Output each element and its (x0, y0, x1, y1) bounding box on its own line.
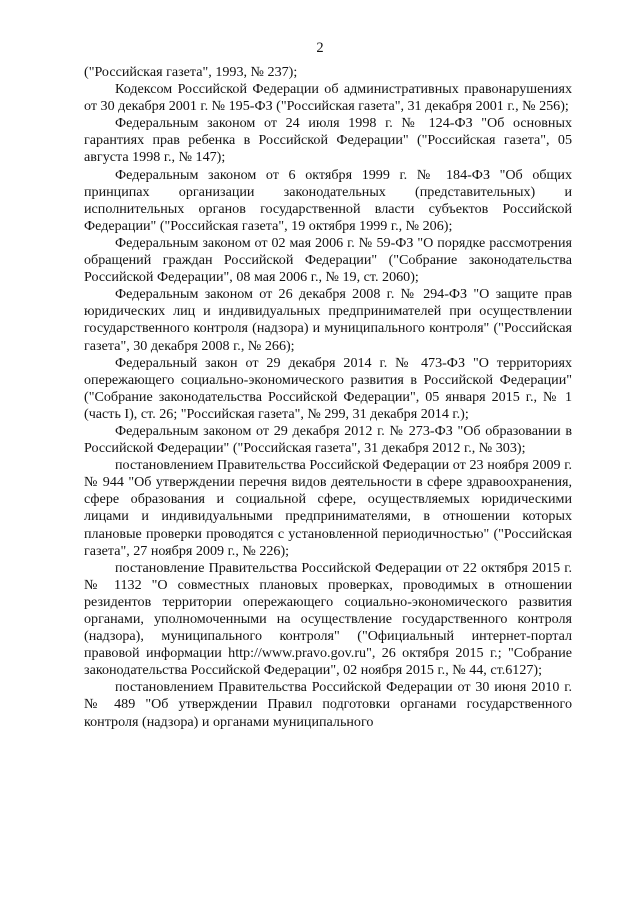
paragraph-continuation: ("Российская газета", 1993, № 237); (84, 64, 298, 80)
paragraph-law-59: Федеральным законом от 02 мая 2006 г. № 59-ФЗ "О порядке рассмотрения обращений граждан Российской Федерации" ("Собрание законодательства Российской Федерации", 08 мая 2006 г., № 19, ст. 2060); (84, 234, 572, 286)
paragraph-law-273: Федеральным законом от 29 декабря 2012 г. № 273-ФЗ "Об образовании в Российской Федерации" ("Российская газета", 31 декабря 2012 г., № 303); (84, 422, 572, 457)
paragraph-law-294: Федеральным законом от 26 декабря 2008 г. № 294-ФЗ "О защите прав юридических лиц и индивидуальных предпринимателей при осуществлении государственного контроля (надзора) и муниципального контроля" ("Российская газета", 30 декабря 2008 г., № 266); (84, 286, 572, 354)
paragraph-law-473: Федеральный закон от 29 декабря 2014 г. № 473-ФЗ "О территориях опережающего социально-экономического развития в Российской Федерации" ("Собрание законодательства Российской Федерации", 05 января 2015 г., № 1 (часть I), ст. 26; "Российская газета", № 299, 31 декабря 2014 г.); (84, 354, 572, 422)
page-number: 2 (316, 40, 324, 56)
paragraph-resolution-489: постановлением Правительства Российской Федерации от 30 июня 2010 г. № 489 "Об утверждении Правил подготовки органами государственного контроля (надзора) и органами муниципального (84, 679, 572, 730)
paragraph-resolution-1132: постановление Правительства Российской Федерации от 22 октября 2015 г. № 1132 "О совместных плановых проверках, проводимых в отношении резидентов территории опережающего социально-экономического развития органами, уполномоченными на осуществление государственного контроля (надзора), муниципального контроля" ("Официальный интернет-портал правовой информации http://www.pravo.gov.ru", 26 октября 2015 г.; "Собрание законодательства Российской Федерации", 02 ноября 2015 г., № 44, ст.6127); (84, 559, 572, 679)
paragraph-law-124: Федеральным законом от 24 июля 1998 г. № 124-ФЗ "Об основных гарантиях прав ребенка в Российской Федерации" ("Российская газета", 05 августа 1998 г., № 147); (84, 115, 572, 166)
paragraph-law-184: Федеральным законом от 6 октября 1999 г. № 184-ФЗ "Об общих принципах организации законодательных (представительных) и исполнительных органов государственной власти субъектов Российской Федерации" ("Российская газета", 19 октября 1999 г., № 206); (84, 166, 572, 234)
paragraph-resolution-944: постановлением Правительства Российской Федерации от 23 ноября 2009 г. № 944 "Об утверждении перечня видов деятельности в сфере здравоохранения, сфере образования и социальной сфере, осуществляемых юридическими лицами и индивидуальными предпринимателями, в отношении которых плановые проверки проводятся с установленной периодичностью" ("Российская газета", 27 ноября 2009 г., № 226); (84, 457, 572, 559)
document-body (84, 64, 572, 731)
paragraph-koap: Кодексом Российской Федерации об административных правонарушениях от 30 декабря 2001 г. № 195-ФЗ ("Российская газета", 31 декабря 2001 г., № 256); (84, 81, 572, 115)
